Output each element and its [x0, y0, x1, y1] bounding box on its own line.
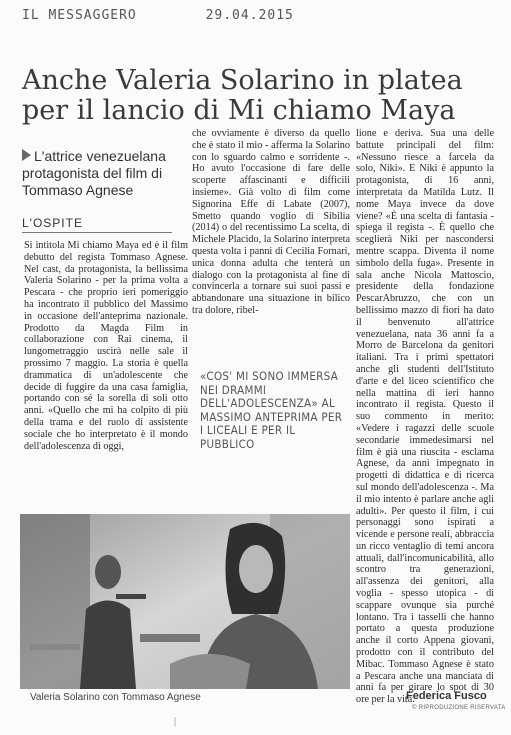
column-1-text: Si intitola Mi chiamo Maya ed è il film debutto del regista Tommaso Agnese. Nel cast, da protagonista, la bellissima Valeria Solarino - per la prima volta a Pescara - che proprio ieri pomeriggio ha incontrato il pubblico del Massimo in occasione dell'anteprima nazionale. Prodotto da Magda Film in collaborazione con Rai cinema, il lungometraggio uscirà nelle sale il prossimo 7 maggio. La storia è quella drammatica di un'adolescente che decide di fuggire da una casa famiglia, portando con sé la sorella di soli otto anni. «Quello che mi ha colpito di più della trama e del ruolo di assistente sociale che ho interpretato è il mondo dell'adolescenza di oggi, — [24, 240, 188, 452]
photo-image — [20, 514, 350, 689]
triangle-bullet-icon — [22, 149, 31, 161]
article-photo — [20, 514, 350, 689]
handwritten-note — [22, 8, 294, 23]
article-column-1 — [24, 240, 188, 488]
page-mark: | — [174, 716, 177, 727]
byline: Federica Fusco — [406, 690, 487, 702]
clipping-date: 29.04.2015 — [205, 8, 294, 23]
column-3-text: lione e deriva. Sua una delle battute principali del film: «Nessuno riesce a farcela da solo, Niki». E Niki è appunto la protagonista, di 16 anni, interpretata da Matilda Lutz. Il nome Maya invece da dove viene? «È una scelta di fantasia - spiega il regista -. È quello che sceglierà Niki per nascondersi mentre scappa. Diventa il nome simbolo della fuga». Presente in sala anche Nicola Mattoscio, presidente della fondazione PescarAbruzzo, che con un bellissimo mazzo di fiori ha dato il benvenuto all'attrice venezuelana, nata 36 anni fa a Morro de Barcelona da genitori italiani. Tra i primi spettatori anche gli studenti dell'Istituto d'arte e del liceo scientifico che nella mattina di ieri hanno incontrato il regista. Questo il suo commento in merito: «Vedere i ragazzi delle scuole secondarie immedesimarsi nel film è già una riuscita - esclama Agnese, da anni impegnato in progetti di didattica e di ricerca sul mondo dell'adolescenza -. Ma il mio intento è parlare anche agli adulti». Per questo il film, i cui personaggi sono ispirati a vicende e persone reali, abbraccia un ricco ventaglio di temi ancora attuali, dall'incomunicabilità, allo scontro tra generazioni, all'assenza dei genitori, alla voglia - spesso utopica - di scappare ovunque sia purché lontano. Tra i tasselli che hanno portato a questa produzione anche il corto Appena giovani, prodotto con il contributo del Mibac. Tommaso Agnese è stato a Pescara anche una manciata di anni fa per girare lo spot di 30 ore per la vita. — [356, 128, 494, 706]
copyright-notice: © RIPRODUZIONE RISERVATA — [412, 705, 506, 711]
source-name: IL MESSAGGERO — [22, 8, 137, 23]
subheadline — [22, 148, 172, 199]
section-tag: L'OSPITE — [22, 216, 172, 233]
pull-quote: «COS' MI SONO IMMERSA NEI DRAMMI DELL'ADOLESCENZA» AL MASSIMO ANTEPRIMA PER I LICEALI E PER IL PUBBLICO — [200, 369, 343, 451]
article-column-2 — [192, 128, 350, 356]
subheadline-text: L'attrice venezuelana protagonista del film di Tommaso Agnese — [22, 148, 166, 198]
column-2-text: che ovviamente è diverso da quello che è stato il mio - afferma la Solarino con lo sguardo calmo e sorridente -. Ho avuto l'occasione di fare delle scoperte affascinanti e difficili insieme». Già volto di film come Signorina Effe di Labate (2007), Smetto quando voglio di Sibilia (2014) o del recentissimo La scelta, di Michele Placido, la Solarino interpreta questa volta i panni di Cecilia Fornari, unica donna adulta che tenterà un dialogo con la protagonista al fine di convincerla a tornare sui suoi passi e abbandonare una situazione in bilico tra dolore, ribel- — [192, 128, 350, 316]
headline: Anche Valeria Solarino in platea per il lancio di Mi chiamo Maya — [22, 65, 463, 126]
photo-caption: Valeria Solarino con Tommaso Agnese — [30, 692, 201, 703]
